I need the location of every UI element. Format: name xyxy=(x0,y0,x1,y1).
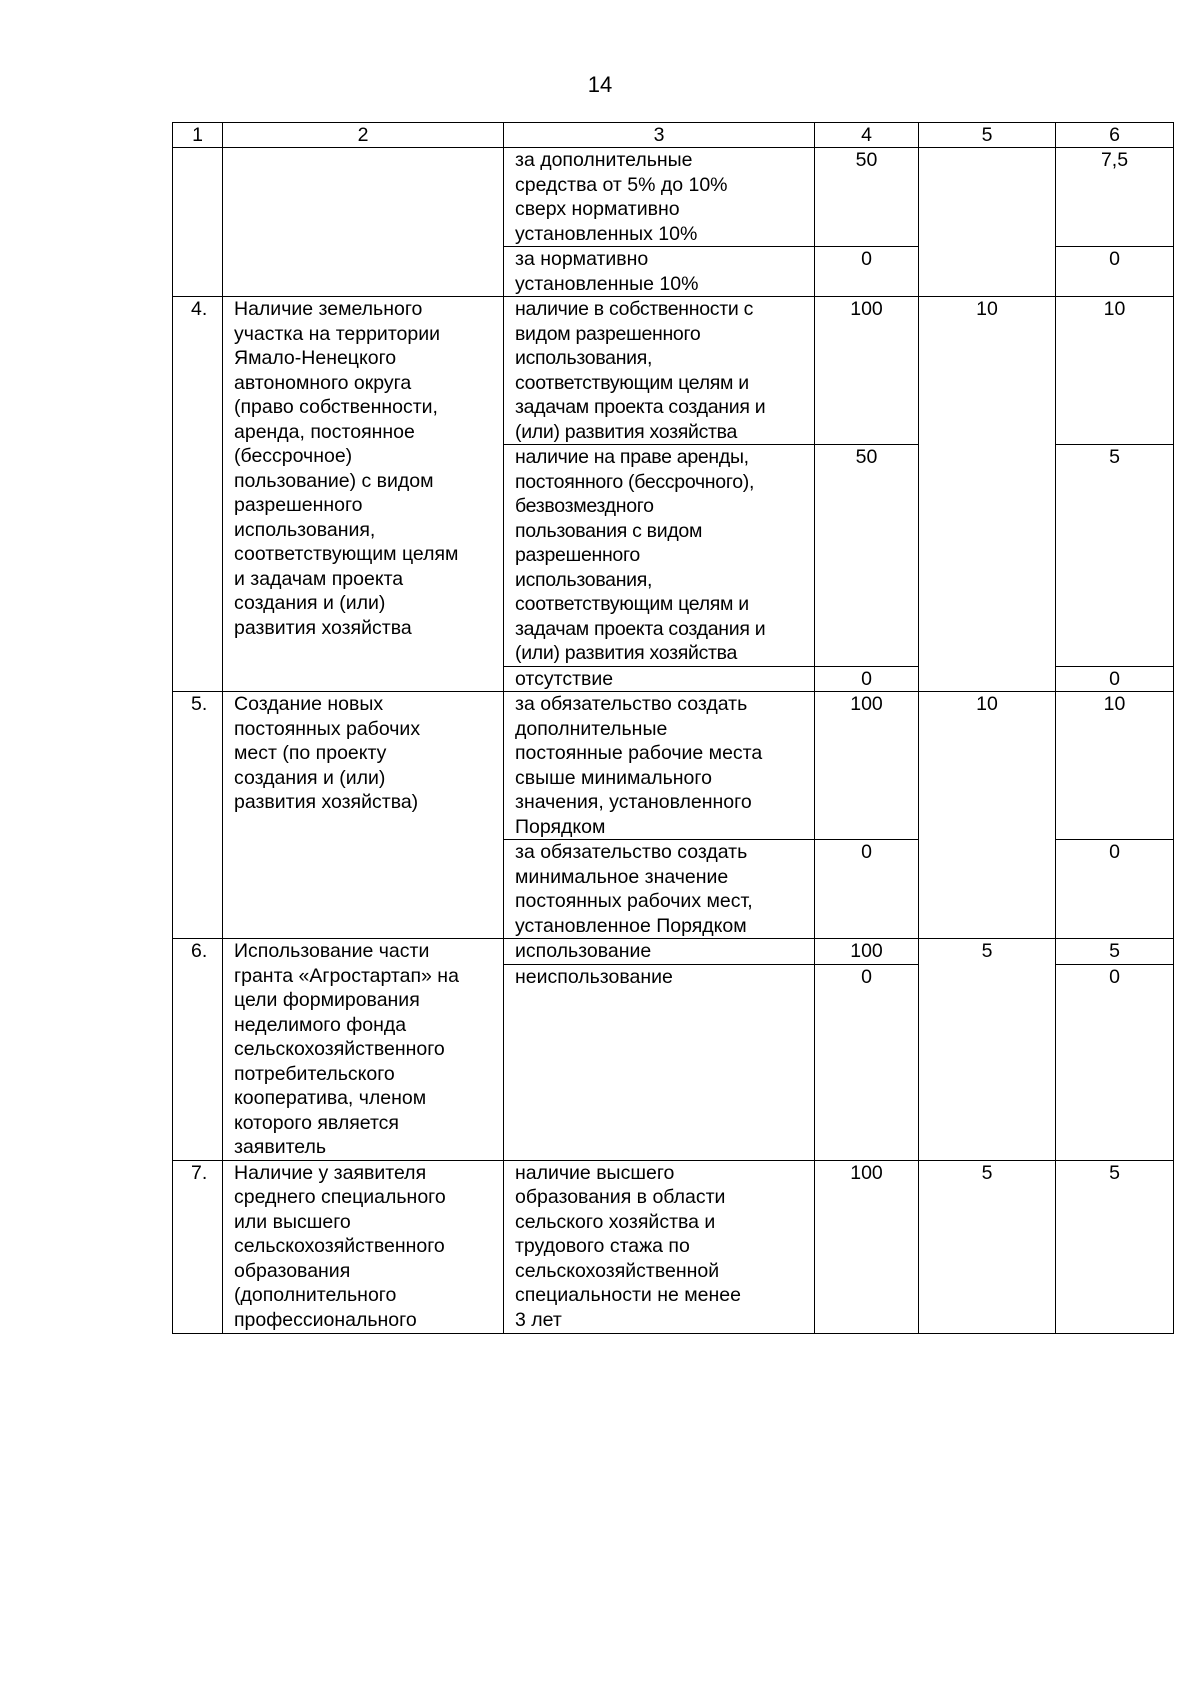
criterion-weight: 10 xyxy=(919,692,1056,939)
option-condition: отсутствие xyxy=(504,666,815,692)
table-header-row xyxy=(173,123,1174,148)
option-score: 5 xyxy=(1056,1160,1174,1333)
criterion-name-cell xyxy=(223,148,504,297)
criterion-number: 4. xyxy=(173,297,223,692)
table-row xyxy=(173,148,1174,247)
column-header: 3 xyxy=(504,123,815,148)
criterion-number: 7. xyxy=(173,1160,223,1333)
option-score: 5 xyxy=(1056,445,1174,667)
criterion-weight-cell xyxy=(919,148,1056,297)
table-row xyxy=(173,939,1174,965)
option-points: 50 xyxy=(815,445,919,667)
option-score: 0 xyxy=(1056,964,1174,1160)
column-header: 1 xyxy=(173,123,223,148)
column-header: 4 xyxy=(815,123,919,148)
criterion-name: Наличие земельного участка на территории Ямало-Ненецкого автономного округа (право собственности, аренда, постоянное (бессрочное) пользование) с видом разрешенного использования, соответствующим целям и задачам проекта создания и (или) развития хозяйства xyxy=(223,297,504,692)
option-points: 0 xyxy=(815,840,919,939)
page-number: 14 xyxy=(587,72,613,97)
option-score: 0 xyxy=(1056,666,1174,692)
option-condition: наличие высшего образования в области сельского хозяйства и трудового стажа по сельскохозяйственной специальности не менее 3 лет xyxy=(504,1160,815,1333)
option-points: 100 xyxy=(815,692,919,840)
criterion-weight: 5 xyxy=(919,1160,1056,1333)
option-condition: за обязательство создать дополнительные постоянные рабочие места свыше минимального значения, установленного Порядком xyxy=(504,692,815,840)
criterion-name: Создание новых постоянных рабочих мест (по проекту создания и (или) развития хозяйства) xyxy=(223,692,504,939)
option-condition: неиспользование xyxy=(504,964,815,1160)
option-points: 0 xyxy=(815,666,919,692)
option-score: 10 xyxy=(1056,297,1174,445)
criterion-number-cell xyxy=(173,148,223,297)
column-header: 6 xyxy=(1056,123,1174,148)
option-score: 0 xyxy=(1056,840,1174,939)
option-points: 0 xyxy=(815,964,919,1160)
option-points: 100 xyxy=(815,939,919,965)
option-condition: наличие в собственности с видом разрешенного использования, соответствующим целям и задачам проекта создания и (или) развития хозяйства xyxy=(504,297,815,445)
option-score: 5 xyxy=(1056,939,1174,965)
criterion-number: 5. xyxy=(173,692,223,939)
option-points: 100 xyxy=(815,297,919,445)
column-header: 5 xyxy=(919,123,1056,148)
option-condition: за нормативно установленные 10% xyxy=(504,247,815,297)
option-points: 100 xyxy=(815,1160,919,1333)
option-condition: за обязательство создать минимальное значение постоянных рабочих мест, установленное Порядком xyxy=(504,840,815,939)
option-score: 0 xyxy=(1056,247,1174,297)
option-points: 0 xyxy=(815,247,919,297)
option-condition: за дополнительные средства от 5% до 10% сверх нормативно установленных 10% xyxy=(504,148,815,247)
table-row xyxy=(173,297,1174,445)
column-header: 2 xyxy=(223,123,504,148)
criterion-number: 6. xyxy=(173,939,223,1161)
criterion-name: Использование части гранта «Агростартап» на цели формирования неделимого фонда сельскохозяйственного потребительского кооператива, членом которого является заявитель xyxy=(223,939,504,1161)
criterion-weight: 10 xyxy=(919,297,1056,692)
criteria-table xyxy=(172,122,1174,1334)
option-points: 50 xyxy=(815,148,919,247)
table-row xyxy=(173,692,1174,840)
table-row xyxy=(173,1160,1174,1333)
option-condition: использование xyxy=(504,939,815,965)
option-score: 10 xyxy=(1056,692,1174,840)
criterion-weight: 5 xyxy=(919,939,1056,1161)
option-score: 7,5 xyxy=(1056,148,1174,247)
option-condition: наличие на праве аренды, постоянного (бессрочного), безвозмездного пользования с видом разрешенного использования, соответствующим целям и задачам проекта создания и (или) развития хозяйства xyxy=(504,445,815,667)
criterion-name: Наличие у заявителя среднего специального или высшего сельскохозяйственного образования (дополнительного профессионального xyxy=(223,1160,504,1333)
